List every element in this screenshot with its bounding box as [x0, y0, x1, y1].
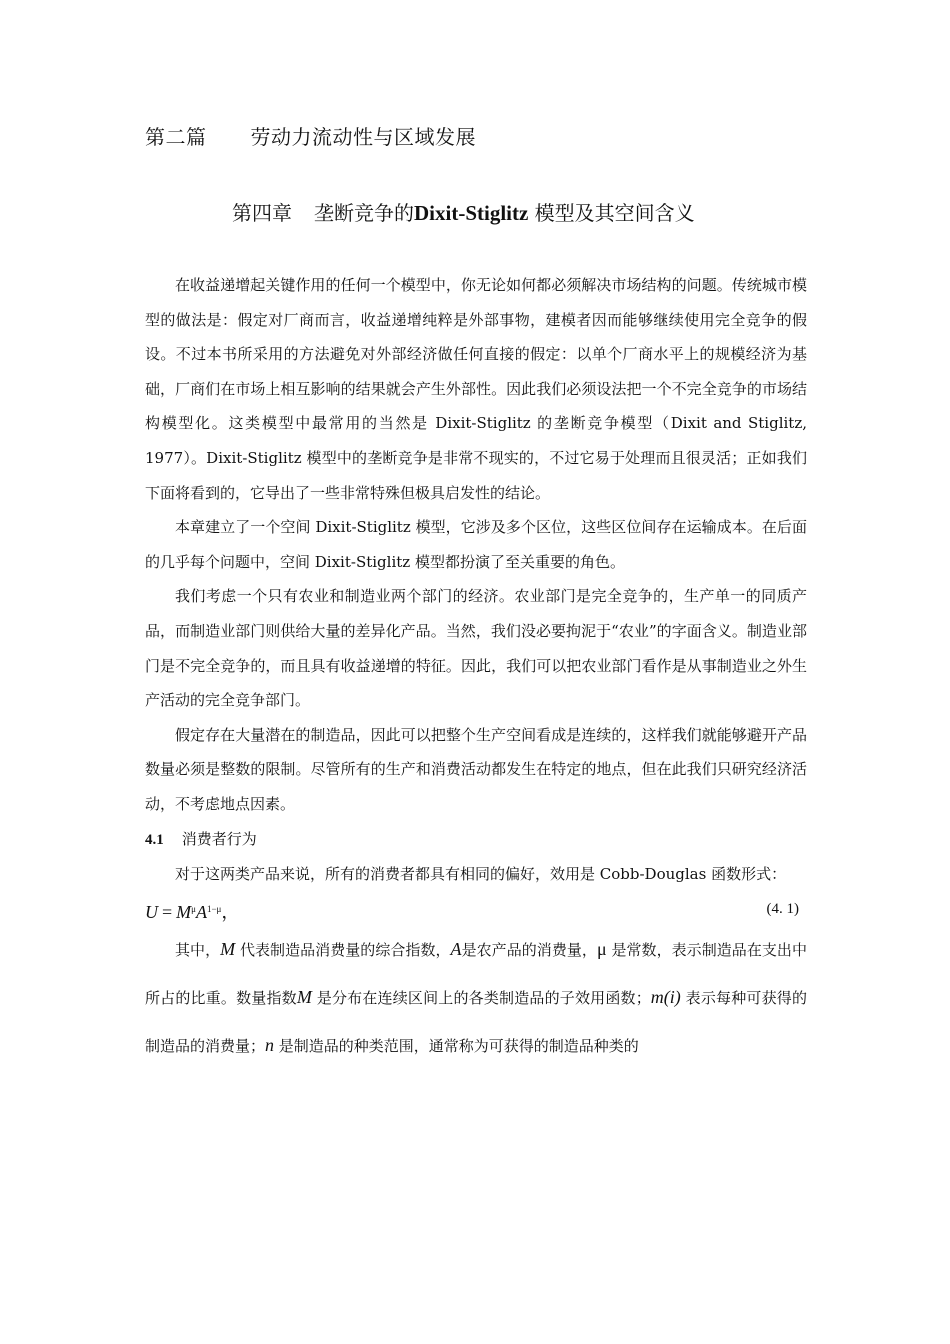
chapter-title-model: Dixit-Stiglitz [414, 201, 529, 225]
equation-number: (4. 1) [766, 900, 799, 917]
body-text [145, 268, 807, 1070]
chapter-title-post: 模型及其空间含义 [534, 201, 695, 225]
section-paragraph: 对于这两类产品来说，所有的消费者都具有相同的偏好，效用是 Cobb-Douglas 函数形式： [175, 865, 787, 884]
chapter-title-pre: 垄断竞争的 [314, 201, 414, 225]
equation-formula: $U = M^\mu A^{1-\mu}$， [145, 901, 240, 922]
part-label: 第二篇 [145, 125, 207, 149]
chapter-label: 第四章 [232, 201, 292, 225]
paragraph-3: 我们考虑一个只有农业和制造业两个部门的经济。农业部门是完全竞争的，生产单一的同质产品，而制造业部门则供给大量的差异化产品。当然，我们没必要拘泥于“农业”的字面含义。制造业部门是不完全竞争的，而且具有收益递增的特征。因此，我们可以把农业部门看作是从事制造业之外生产活动的完全竞争部门。 [145, 587, 807, 710]
part-title [145, 121, 476, 150]
symbol-mu: μ [596, 939, 607, 960]
paragraph-2: 本章建立了一个空间 Dixit-Stiglitz 模型，它涉及多个区位，这些区位间存在运输成本。在后面的几乎每个问题中，空间 Dixit-Stiglitz 模型都扮演了至关重要的角色。 [145, 518, 807, 571]
paragraph-4: 假定存在大量潜在的制造品，因此可以把整个生产空间看成是连续的，这样我们就能够避开产品数量必须是整数的限制。尽管所有的生产和消费活动都发生在特定的地点，但在此我们只研究经济活动，不考虑地点因素。 [145, 725, 807, 813]
paragraph-1: 在收益递增起关键作用的任何一个模型中，你无论如何都必须解决市场结构的问题。传统城市模型的做法是：假定对厂商而言，收益递增纯粹是外部事物，建模者因而能够继续使用完全竞争的假设。不过本书所采用的方法避免对外部经济做任何直接的假定：以单个厂商水平上的规模经济为基础，厂商们在市场上相互影响的结果就会产生外部性。因此我们必须设法把一个不完全竞争的市场结构模型化。这类模型中最常用的当然是 Dixit-Stiglitz 的垄断竞争模型（Dixit and Stiglitz, 1977）。Dixit-Stiglitz 模型中的垄断竞争是非常不现实的，不过它易于处理而且很灵活；正如我们下面将看到的，它导出了一些非常特殊但极具启发性的结论。 [145, 276, 807, 502]
symbol-m-i: m(i) [650, 987, 681, 1008]
section-title: 消费者行为 [181, 829, 257, 848]
equation-4-1 [145, 892, 807, 927]
symbol-M: M [220, 939, 236, 960]
section-number: 4.1 [145, 831, 164, 848]
part-name: 劳动力流动性与区域发展 [250, 125, 476, 149]
symbol-M-index: M [296, 987, 312, 1008]
symbol-n: n [265, 1035, 275, 1056]
section-heading [145, 822, 807, 858]
paragraph-symbols: 其中，M 代表制造品消费量的综合指数，A是农产品的消费量，μ 是常数，表示制造品在支出中所占的比重。数量指数M 是分布在连续区间上的各类制造品的子效用函数；m(i) 表示每种可获得的制造品的消费量；n 是制造品的种类范围，通常称为可获得的制造品种类的 [145, 939, 807, 1056]
chapter-title [232, 197, 695, 226]
symbol-A: A [450, 939, 462, 960]
